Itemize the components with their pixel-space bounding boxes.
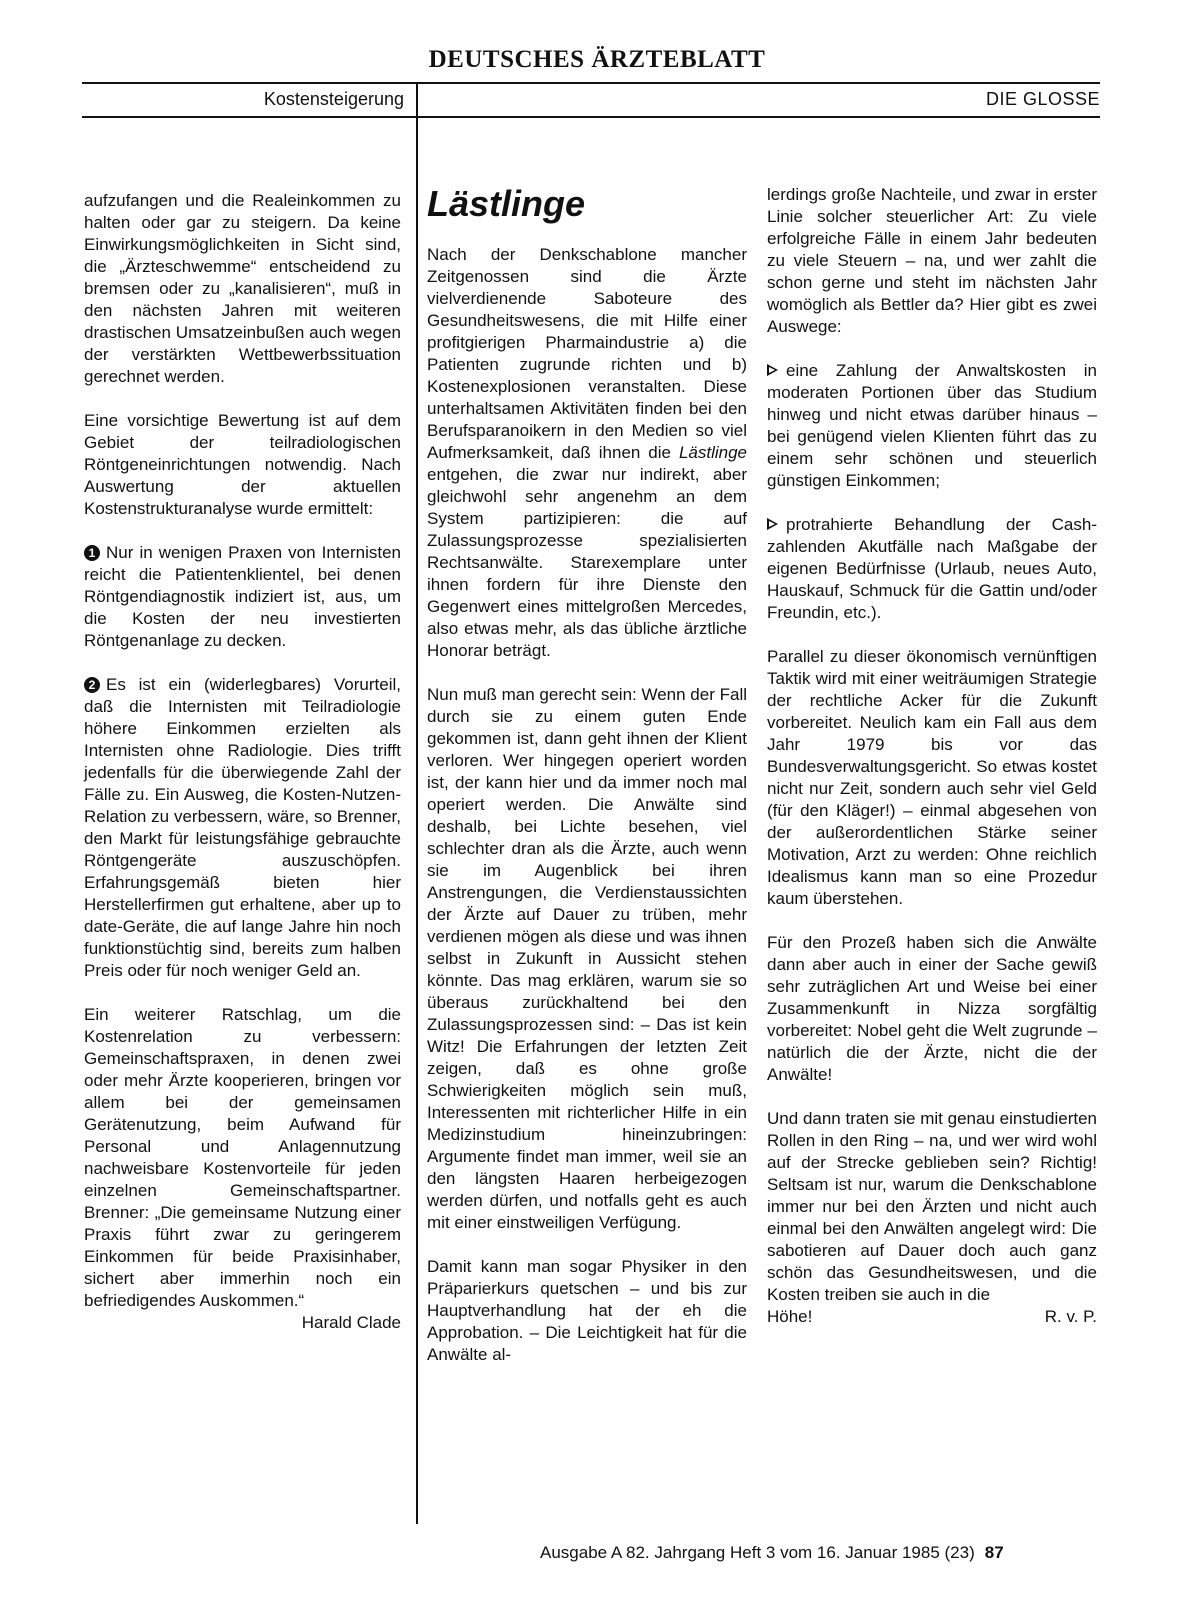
numbered-item-text: Es ist ein (widerlegbares) Vorurteil, daß die Internisten mit Teilradiologie höhere Einkommen erzielten als Internisten ohne Radiologie. Dies trifft jedenfalls für die überwiegende Zahl der Fälle zu. Ein Ausweg, die Kosten-Nutzen-Relation zu verbessern, wäre, so Brenner, den Markt für leistungsfähige gebrauchte Röntgengeräte auszuschöpfen. Erfahrungsgemäß bieten hier Herstellerfirmen gut erhaltene, aber up to date-Geräte, die auf lange Jahre hin noch funktionstüchtig sind, bereits zum halben Preis oder für noch weniger Geld an.	[84, 675, 401, 980]
number-one-icon: 1	[84, 545, 100, 561]
bullet-text: eine Zahlung der Anwaltskosten in moderaten Portionen über das Studium hinweg und nicht etwas darüber hinaus – bei genügend vielen Klienten führt das zu einem sehr schönen und steuerlich günstigen Einkommen;	[767, 361, 1097, 490]
italic-term: Lästlinge	[678, 443, 747, 462]
triangle-bullet-icon	[767, 518, 778, 530]
bullet-item	[767, 360, 1097, 492]
column-divider	[416, 84, 418, 1524]
closing-line	[767, 1306, 1097, 1328]
paragraph: Nun muß man gerecht sein: Wenn der Fall durch sie zu einem guten Ende gekommen ist, dann geht ihnen der Klient verloren. Wer hingegen operiert worden ist, der kann hier und da immer noch mal operiert werden. Die Anwälte sind deshalb, bei Lichte besehen, viel schlechter dran als die Ärzte, auch wenn sie im Augenblick bei ihren Anstrengungen, die Verdienstaussichten der Ärzte auf Dauer zu trüben, mehr verdienen mögen als diese und was ihnen selbst in Zukunft in Aussicht stehen könnte. Das mag erklären, warum sie so überaus zurückhaltend bei den Zulassungsprozessen sind: – Das ist kein Witz! Die Erfahrungen der letzten Zeit zeigen, daß es ohne große Schwierigkeiten möglich sein muß, Interessenten mit richterlicher Hilfe in ein Medizinstudium hineinzubringen: Argumente findet man immer, weil sie an den längsten Haaren herbeigezogen werden dürfen, und notfalls geht es auch mit einer einstweiligen Verfügung.	[427, 685, 747, 1232]
number-two-icon: 2	[84, 677, 100, 693]
paragraph: aufzufangen und die Realeinkommen zu halten oder gar zu steigern. Da keine Einwirkungsmöglichkeiten in Sicht sind, die „Ärzteschwemme“ entscheidend zu bremsen oder zu „kanalisieren“, muß in den nächsten Jahren mit weiteren drastischen Umsatzeinbußen auch wegen der verstärkten Wettbewerbssituation gerechnet werden.	[84, 191, 401, 386]
header-rule-top	[82, 82, 1100, 84]
paragraph: Damit kann man sogar Physiker in den Präparierkurs quetschen – und bis zur Hauptverhandlung hat der eh die Approbation. – Die Leichtigkeit hat für die Anwälte al-	[427, 1257, 747, 1364]
page-number: 87	[984, 1543, 1004, 1562]
paragraph-text: entgehen, die zwar nur indirekt, aber gleichwohl sehr angenehm an dem System partizipieren: die auf Zulassungsprozesse spezialisierten Rechtsanwälte. Starexemplare unter ihnen fordern für ihre Dienste den Gegenwert eines mittelgroßen Mercedes, also etwas mehr, als das übliche ärztliche Honorar beträgt.	[427, 465, 747, 660]
paragraph: Und dann traten sie mit genau einstudierten Rollen in den Ring – na, und wer wird wohl auf der Strecke geblieben sein? Richtig! Seltsam ist nur, warum die Denkschablone immer nur bei den Ärzten und nicht auch einmal bei den Anwälten angelegt wird: Die sabotieren auf Dauer doch auch ganz schön das Gesundheitswesen, und die Kosten treiben sie auch in die	[767, 1109, 1097, 1304]
bullet-text: protrahierte Behandlung der Cash-zahlenden Akutfälle nach Maßgabe der eigenen Bedürfnisse (Urlaub, neues Auto, Hauskauf, Schmuck für die Gattin und/oder Freundin, etc.).	[767, 515, 1097, 622]
numbered-item	[84, 674, 401, 982]
column-right	[767, 184, 1097, 1328]
author-signature: R. v. P.	[1044, 1307, 1097, 1326]
bullet-item	[767, 514, 1097, 624]
numbered-item-text: Nur in wenigen Praxen von Internisten reicht die Patientenklientel, bei denen Röntgendiagnostik indiziert ist, aus, um die Kosten der neu investierten Röntgenanlage zu decken.	[84, 543, 401, 650]
section-label-right: DIE GLOSSE	[985, 89, 1100, 109]
author-signature: Harald Clade	[301, 1313, 401, 1332]
closing-word: Höhe!	[767, 1307, 813, 1326]
paragraph: Eine vorsichtige Bewertung ist auf dem Gebiet der teilradiologischen Röntgeneinrichtungen notwendig. Nach Auswertung der aktuellen Kostenstrukturanalyse wurde ermittelt:	[84, 411, 401, 518]
page-footer	[540, 1543, 1004, 1563]
article-title: Lästlinge	[427, 183, 586, 224]
column-left	[84, 190, 401, 1334]
column-middle	[427, 184, 747, 1388]
triangle-bullet-icon	[767, 364, 778, 376]
masthead: DEUTSCHES ÄRZTEBLATT	[428, 46, 766, 73]
paragraph: Parallel zu dieser ökonomisch vernünftigen Taktik wird mit einer weiträumigen Strategie der rechtliche Acker für die Zukunft vorbereitet. Neulich kam ein Fall aus dem Jahr 1979 bis vor das Bundesverwaltungsgericht. So etwas kostet nicht nur Zeit, sondern auch sehr viel Geld (für den Kläger!) – einmal abgesehen von der außerordentlichen Stärke seiner Motivation, Arzt zu werden: Ohne reichlich Idealismus kann man so eine Prozedur kaum überstehen.	[767, 647, 1097, 908]
paragraph: Für den Prozeß haben sich die Anwälte dann aber auch in einer der Sache gewiß sehr zuträglichen Art und Weise bei einer Zusammenkunft in Nizza sorgfältig vorbereitet: Nobel geht die Welt zugrunde – natürlich die der Ärzte, nicht die der Anwälte!	[767, 933, 1097, 1084]
paragraph	[427, 244, 747, 662]
paragraph: Ein weiterer Ratschlag, um die Kostenrelation zu verbessern: Gemeinschaftspraxen, in denen zwei oder mehr Ärzte kooperieren, bringen vor allem bei der gemeinsamen Gerätenutzung, beim Aufwand für Personal und Anlagennutzung nachweisbare Kostenvorteile für jeden einzelnen Gemeinschaftspartner. Brenner: „Die gemeinsame Nutzung einer Praxis führt zwar zu geringerem Einkommen für beide Praxisinhaber, sichert aber immerhin noch ein befriedigendes Auskommen.“	[84, 1005, 401, 1310]
paragraph-text: Nach der Denkschablone mancher Zeitgenossen sind die Ärzte vielverdienende Saboteure des Gesundheitswesens, die mit Hilfe einer profitgierigen Pharmaindustrie a) die Patienten zugrunde richten und b) Kostenexplosionen veranstalten. Diese unterhaltsamen Aktivitäten finden bei den Berufsparanoikern in den Medien so viel Aufmerksamkeit, daß ihnen die	[427, 245, 747, 462]
numbered-item	[84, 542, 401, 652]
section-label-left: Kostensteigerung	[263, 89, 404, 109]
header-rule-bottom	[82, 116, 1100, 118]
paragraph: lerdings große Nachteile, und zwar in erster Linie solcher steuerlicher Art: Zu viele erfolgreiche Fälle in einem Jahr bedeuten zu viele Steuern – na, und wer zahlt die schon gerne und steht im nächsten Jahr womöglich als Bettler da? Hier gibt es zwei Auswege:	[767, 185, 1097, 336]
issue-info: Ausgabe A 82. Jahrgang Heft 3 vom 16. Januar 1985 (23)	[540, 1543, 975, 1562]
